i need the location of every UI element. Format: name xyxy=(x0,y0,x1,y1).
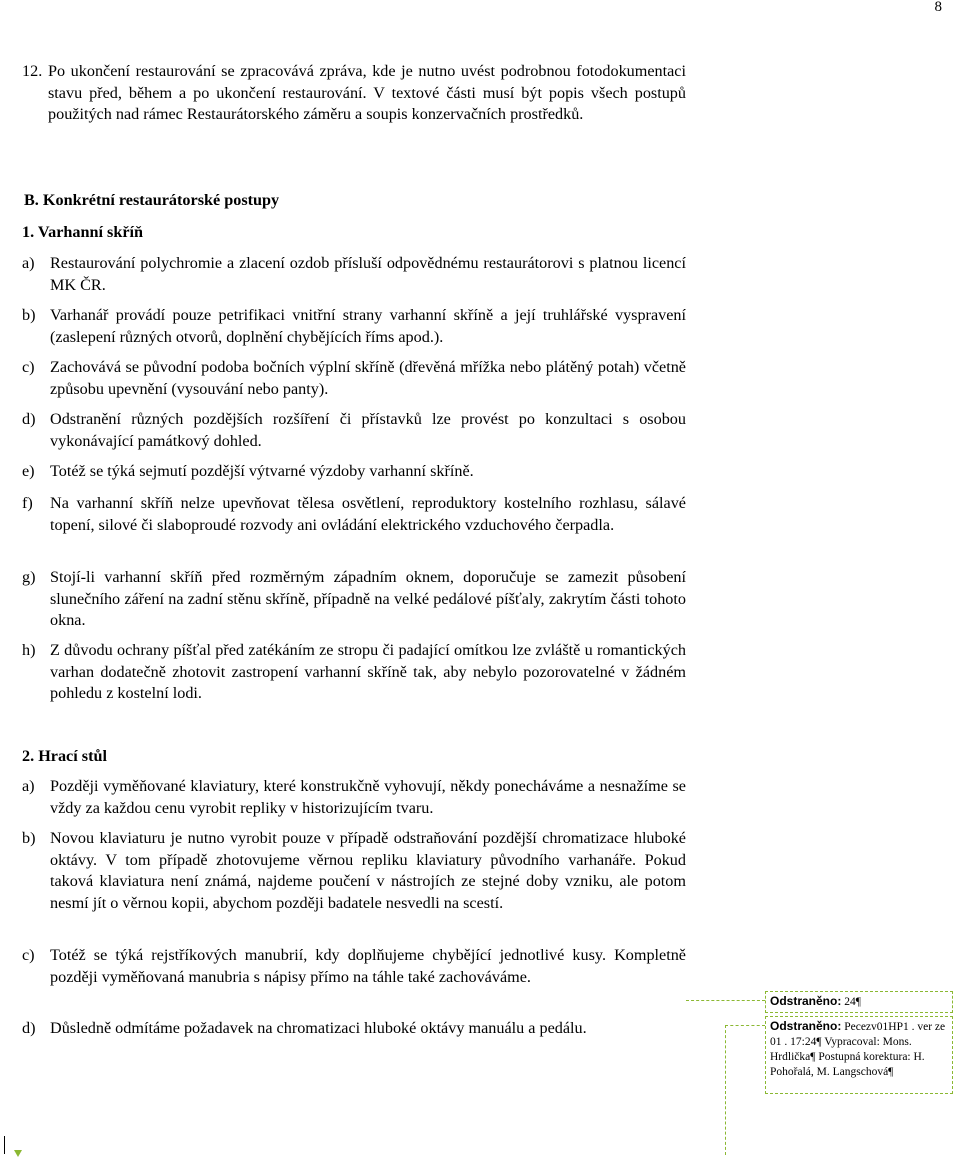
list-item xyxy=(22,461,686,483)
comment-leader-line xyxy=(686,1000,765,1001)
list-item xyxy=(22,1018,686,1040)
comment-text: Pecezv01HP1 . ver ze 01 . 17:24¶ Vypracoval: Mons. Hrdlička¶ Postupná korektura: H. Pohořalá, M. Langschová¶ xyxy=(770,1021,946,1078)
list-item xyxy=(22,828,686,915)
item-label: c) xyxy=(22,946,35,964)
change-marker-icon xyxy=(14,1150,22,1157)
item-label: b) xyxy=(22,306,36,324)
item-label: b) xyxy=(22,829,36,847)
list-item xyxy=(22,409,686,452)
revision-comment[interactable] xyxy=(765,1016,953,1094)
section-2-title: 2. Hrací stůl xyxy=(22,747,107,765)
item-label: 12. xyxy=(22,62,43,80)
item-text: Varhanář provádí pouze petrifikaci vnitřní strany varhanní skříně a její truhlářské vyspravení (zaslepení různých otvorů, doplnění chybějících říms apod.). xyxy=(50,306,686,346)
comment-leader-line xyxy=(725,1025,726,1155)
item-text: Stojí-li varhanní skříň před rozměrným západním oknem, doporučuje se zamezit působení slunečního záření na zadní stěnu skříně, případně na velké pedálové píšťaly, zakrytím části tohoto okna. xyxy=(50,568,686,630)
comment-leader-line xyxy=(725,1025,765,1026)
list-item xyxy=(22,305,686,348)
item-text: Z důvodu ochrany píšťal před zatékáním ze stropu či padající omítkou lze zvláště u romantických varhan dodatečně zhotovit zastropení varhanní skříně tak, aby nebylo pozorovatelné v žádném pohledu z kostelní lodi. xyxy=(50,641,686,703)
item-text: Důsledně odmítáme požadavek na chromatizaci hluboké oktávy manuálu a pedálu. xyxy=(50,1019,587,1037)
item-text: Restaurování polychromie a zlacení ozdob přísluší odpovědnému restaurátorovi s platnou licencí MK ČR. xyxy=(50,254,686,294)
revision-comment[interactable] xyxy=(765,991,953,1013)
item-text: Později vyměňované klaviatury, které konstrukčně vyhovují, někdy ponecháváme a nesnažíme se vždy za každou cenu vyrobit repliky v historizujícím tvaru. xyxy=(50,777,686,817)
item-text: Novou klaviaturu je nutno vyrobit pouze v případě odstraňování pozdější chromatizace hluboké oktávy. V tom případě zhotovujeme věrnou repliku klaviatury původního varhanáře. Pokud taková klaviatura není známá, najdeme poučení v nástrojích ze stejné doby vzniku, ale potom nesmí jít o věrnou kopii, abychom později badatele nesvedli na scestí. xyxy=(50,829,686,913)
item-label: d) xyxy=(22,1019,36,1037)
list-item xyxy=(22,776,686,819)
item-label: e) xyxy=(22,462,35,480)
list-item xyxy=(22,945,686,988)
item-text: Totéž se týká sejmutí pozdější výtvarné výzdoby varhanní skříně. xyxy=(50,462,474,480)
item-label: c) xyxy=(22,358,35,376)
item-text: Odstranění různých pozdějších rozšíření či přístavků lze provést po konzultaci s osobou vykonávající památkový dohled. xyxy=(50,410,686,450)
item-label: g) xyxy=(22,568,36,586)
section-b-title: B. Konkrétní restaurátorské postupy xyxy=(24,191,280,209)
item-text: Po ukončení restaurování se zpracovává zpráva, kde je nutno uvést podrobnou fotodokumentaci stavu před, během a po ukončení restaurování. V textové části musí být popis všech postupů použitých nad rámec Restaurátorského záměru a soupis konzervačních prostředků. xyxy=(48,62,686,124)
comment-label: Odstraněno: xyxy=(770,994,842,1008)
item-label: f) xyxy=(22,494,33,512)
section-1-title: 1. Varhanní skříň xyxy=(22,223,144,241)
list-item xyxy=(22,640,686,705)
list-item xyxy=(22,357,686,400)
item-text: Totéž se týká rejstříkových manubrií, kdy doplňujeme chybějící jednotlivé kusy. Kompletně později vyměňovaná manubria s nápisy přímo na táhle také zachováváme. xyxy=(50,946,686,986)
comment-text: 24¶ xyxy=(841,996,861,1008)
comment-label: Odstraněno: xyxy=(770,1019,842,1033)
page-number: 8 xyxy=(934,0,942,15)
item-label: a) xyxy=(22,777,35,795)
list-item xyxy=(22,493,686,536)
item-label: d) xyxy=(22,410,36,428)
item-text: Zachovává se původní podoba bočních výplní skříně (dřevěná mřížka nebo plátěný potah) včetně způsobu upevnění (vysouvání nebo panty). xyxy=(50,358,686,398)
list-item xyxy=(22,253,686,296)
item-label: a) xyxy=(22,254,35,272)
item-label: h) xyxy=(22,641,36,659)
text-cursor xyxy=(4,1136,5,1154)
list-item xyxy=(22,567,686,632)
list-item-12 xyxy=(22,61,686,126)
item-text: Na varhanní skříň nelze upevňovat tělesa osvětlení, reproduktory kostelního rozhlasu, sálavé topení, silové či slaboproudé rozvody ani ovládání elektrického vzduchového čerpadla. xyxy=(50,494,686,534)
